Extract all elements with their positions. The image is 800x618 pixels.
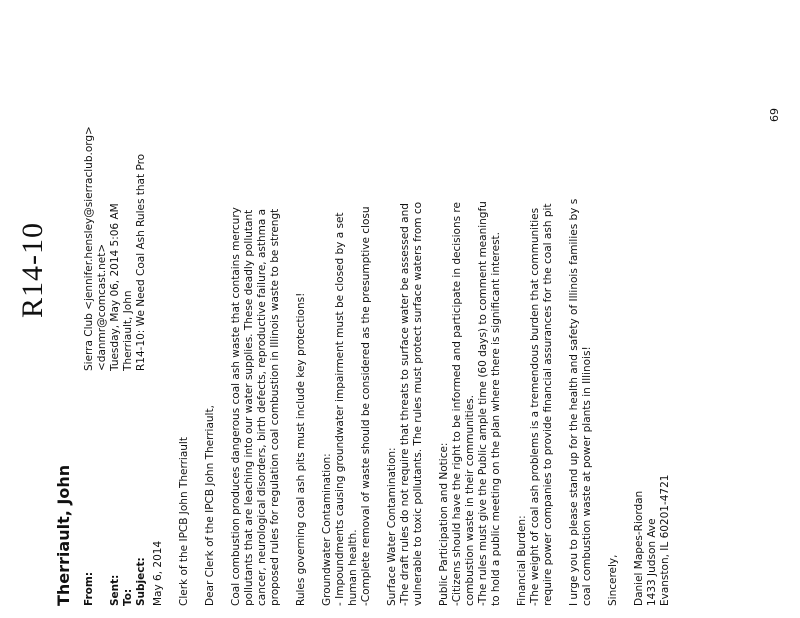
to-label: To: [122,588,134,606]
signer-city: Evanston, IL 60201-4721 [659,474,671,606]
public-participation-section [438,0,503,606]
text-line: to hold a public meeting on the plan where there is significant interest. [490,231,502,606]
page-number: 69 [768,108,781,122]
text-line: -The draft rules do not require that threats to surface water be assessed and [399,203,411,606]
section-heading: Surface Water Contamination: [386,447,398,606]
to-value: Therriault, John [122,290,134,371]
closing-request [568,0,594,606]
text-line: coal combustion waste at power plants in Illinois! [581,346,593,606]
email-header [83,0,148,606]
text-line: -The rules must give the Public ample time (60 days) to comment meaningfu [477,201,489,606]
letter-body [152,0,685,606]
sent-row [109,0,122,606]
from-label: From: [83,571,95,606]
letter-recipient: Clerk of the IPCB John Therriault [178,437,190,606]
subject-value: R14-10: We Need Coal Ash Rules that Pro [135,153,147,371]
signer-street: 1433 Judson Ave [646,518,658,606]
subject-row [135,0,148,606]
section-heading: Public Participation and Notice: [438,442,450,606]
from-value-continued: <danmr@comcast.net> [96,243,108,371]
signer-name: Daniel Mapes-Riordan [633,490,645,606]
sent-label: Sent: [109,574,121,606]
text-line: vulnerable to toxic pollutants. The rules must protect surface waters from co [412,201,424,606]
text-line: human health. [347,529,359,606]
text-line: - Impoundments causing groundwater impairment must be closed by a set [334,212,346,606]
rules-statement: Rules governing coal ash pits must include key protections! [295,292,307,606]
from-row-continued [96,0,109,606]
section-heading: Groundwater Contamination: [321,453,333,606]
text-line: pollutants that are leaching into our water supplies. These deadly pollutant [243,209,255,606]
to-row [122,0,135,606]
intro-paragraph [230,0,282,606]
from-value: Sierra Club <jennifer.hensley@sierraclub.org> [83,126,95,371]
sign-off: Sincerely, [607,554,619,606]
text-line: -The weight of coal ash problems is a tremendous burden that communities [529,207,541,606]
sent-value: Tuesday, May 06, 2014 5:06 AM [109,203,121,371]
text-line: proposed rules for regulation coal combustion in Illinois waste to be strengt [269,208,281,606]
text-line: Coal combustion produces dangerous coal ash waste that contains mercury [230,207,242,606]
sender-name: Therriault, John [54,464,73,606]
document-id: R14-10 [16,222,49,318]
signature-block [633,0,672,606]
letter-salutation: Dear Clerk of the IPCB John Therriault, [204,405,216,606]
surface-water-section [386,0,425,606]
text-line: require power companies to provide financial assurances for the coal ash pit [542,203,554,606]
text-line: cancer, neurological disorders, birth defects, reproductive failure, asthma a [256,208,268,606]
text-line: -Citizens should have the right to be informed and participate in decisions re [451,202,463,606]
text-line: -Complete removal of waste should be considered as the presumptive closu [360,206,372,606]
from-row [83,0,96,606]
text-line: I urge you to please stand up for the health and safety of Illinois families by s [568,198,580,606]
text-line: combustion waste in their communities. [464,395,476,606]
financial-burden-section [516,0,555,606]
section-heading: Financial Burden: [516,515,528,606]
letter-date: May 6, 2014 [152,540,164,606]
groundwater-section [321,0,373,606]
subject-label: Subject: [135,557,147,606]
